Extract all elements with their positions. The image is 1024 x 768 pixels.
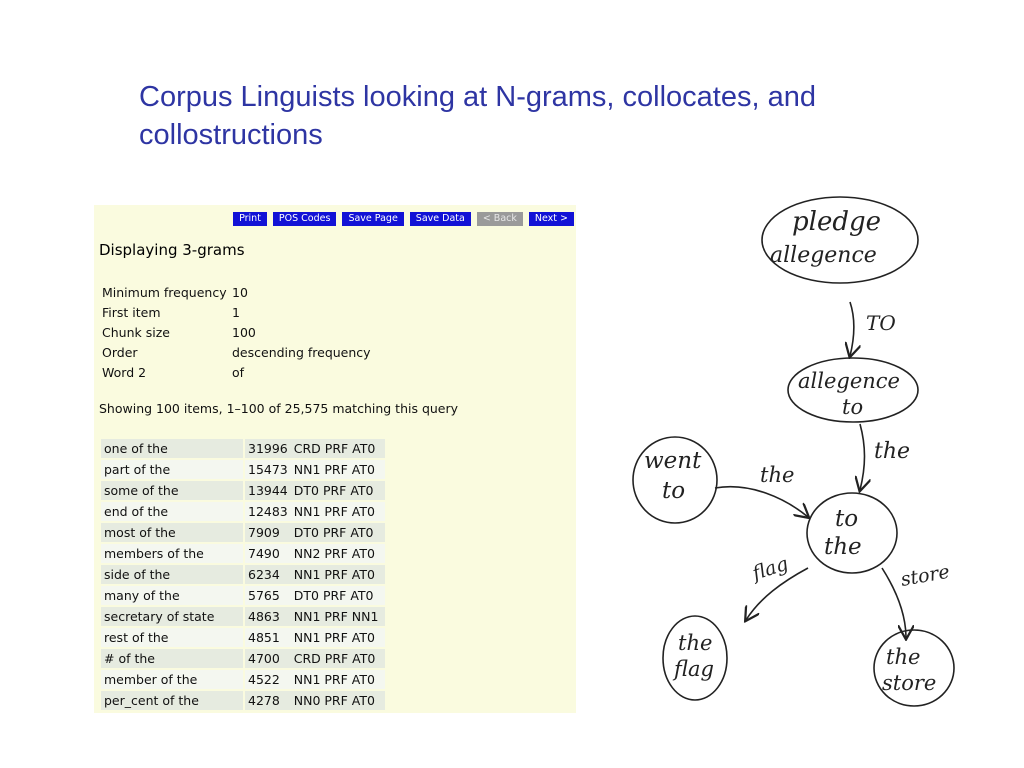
param-value: 100 <box>232 325 256 340</box>
edge-label: TO <box>866 311 896 335</box>
table-row <box>101 649 385 670</box>
ngram-pos-tags: DT0 PRF AT0 <box>291 481 385 502</box>
param-label: Order <box>102 345 138 360</box>
ngram-pos-tags: DT0 PRF AT0 <box>291 523 385 544</box>
pos-codes-button[interactable]: POS Codes <box>273 212 337 226</box>
toolbar <box>233 212 574 226</box>
ngram-phrase: most of the <box>101 523 243 544</box>
ngram-table <box>101 439 385 712</box>
table-row <box>101 544 385 565</box>
param-row <box>102 323 371 343</box>
table-row <box>101 607 385 628</box>
node-label: flag <box>674 657 714 681</box>
param-value: 1 <box>232 305 240 320</box>
param-label: Minimum frequency <box>102 285 227 300</box>
node-label: store <box>882 671 937 695</box>
ngram-phrase: part of the <box>101 460 243 481</box>
param-value: descending frequency <box>232 345 371 360</box>
save-page-button[interactable]: Save Page <box>342 212 403 226</box>
node-label: went <box>644 448 702 474</box>
table-row <box>101 460 385 481</box>
edge-label: flag <box>749 552 791 585</box>
results-heading: Displaying 3-grams <box>99 241 245 259</box>
node-label: allegence <box>798 369 900 393</box>
edge-label: the <box>760 463 795 487</box>
node-label: to <box>842 395 864 419</box>
table-row <box>101 691 385 712</box>
ngram-pos-tags: NN1 PRF AT0 <box>291 670 385 691</box>
param-row <box>102 343 371 363</box>
ngram-results-panel <box>94 205 576 713</box>
node-label: to <box>662 478 686 504</box>
ngram-phrase: some of the <box>101 481 243 502</box>
ngram-frequency: 4522 <box>243 670 291 691</box>
table-row <box>101 670 385 691</box>
ngram-frequency: 4851 <box>243 628 291 649</box>
param-label: Word 2 <box>102 365 147 380</box>
ngram-frequency: 31996 <box>243 439 291 460</box>
edge-went-tothe <box>715 487 808 517</box>
table-row <box>101 523 385 544</box>
ngram-pos-tags: NN1 PRF NN1 <box>291 607 385 628</box>
ngram-pos-tags: NN1 PRF AT0 <box>291 565 385 586</box>
ngram-pos-tags: CRD PRF AT0 <box>291 649 385 670</box>
ngram-pos-tags: NN1 PRF AT0 <box>291 460 385 481</box>
ngram-phrase: per_cent of the <box>101 691 243 712</box>
collostruction-sketch <box>620 190 1020 720</box>
results-summary: Showing 100 items, 1–100 of 25,575 matching this query <box>99 401 459 416</box>
next-button[interactable]: Next > <box>529 212 574 226</box>
param-row <box>102 363 371 383</box>
node-label: allegence <box>770 243 877 268</box>
edge-allegence-tothe <box>860 424 865 490</box>
node-to-the <box>807 493 897 573</box>
node-label: pledge <box>792 207 882 237</box>
ngram-phrase: # of the <box>101 649 243 670</box>
param-row <box>102 283 371 303</box>
ngram-phrase: member of the <box>101 670 243 691</box>
node-label: the <box>678 631 713 655</box>
table-row <box>101 586 385 607</box>
edge-label: store <box>899 560 952 591</box>
ngram-phrase: end of the <box>101 502 243 523</box>
ngram-frequency: 4863 <box>243 607 291 628</box>
param-value: of <box>232 365 245 380</box>
save-data-button[interactable]: Save Data <box>410 212 471 226</box>
node-label: the <box>886 645 921 669</box>
ngram-phrase: many of the <box>101 586 243 607</box>
ngram-frequency: 4278 <box>243 691 291 712</box>
ngram-pos-tags: NN1 PRF AT0 <box>291 628 385 649</box>
ngram-phrase: members of the <box>101 544 243 565</box>
print-button[interactable]: Print <box>233 212 267 226</box>
table-row <box>101 502 385 523</box>
table-row <box>101 628 385 649</box>
ngram-frequency: 12483 <box>243 502 291 523</box>
ngram-phrase: secretary of state <box>101 607 243 628</box>
ngram-pos-tags: CRD PRF AT0 <box>291 439 385 460</box>
node-label: the <box>824 534 862 560</box>
ngram-frequency: 15473 <box>243 460 291 481</box>
ngram-phrase: rest of the <box>101 628 243 649</box>
param-label: Chunk size <box>102 325 170 340</box>
param-label: First item <box>102 305 161 320</box>
param-row <box>102 303 371 323</box>
ngram-frequency: 13944 <box>243 481 291 502</box>
table-row <box>101 439 385 460</box>
ngram-pos-tags: NN2 PRF AT0 <box>291 544 385 565</box>
ngram-phrase: one of the <box>101 439 243 460</box>
param-value: 10 <box>232 285 248 300</box>
query-parameters <box>102 283 371 383</box>
table-row <box>101 481 385 502</box>
ngram-frequency: 7909 <box>243 523 291 544</box>
ngram-frequency: 6234 <box>243 565 291 586</box>
node-label: to <box>835 506 859 532</box>
edge-label: the <box>874 439 911 464</box>
back-button: < Back <box>477 212 523 226</box>
ngram-pos-tags: NN0 PRF AT0 <box>291 691 385 712</box>
ngram-phrase: side of the <box>101 565 243 586</box>
ngram-frequency: 4700 <box>243 649 291 670</box>
edge-pledge-allegence <box>850 302 854 356</box>
table-row <box>101 565 385 586</box>
ngram-frequency: 7490 <box>243 544 291 565</box>
slide-title: Corpus Linguists looking at N-grams, collocates, and collostructions <box>139 81 816 151</box>
ngram-pos-tags: DT0 PRF AT0 <box>291 586 385 607</box>
ngram-pos-tags: NN1 PRF AT0 <box>291 502 385 523</box>
ngram-frequency: 5765 <box>243 586 291 607</box>
